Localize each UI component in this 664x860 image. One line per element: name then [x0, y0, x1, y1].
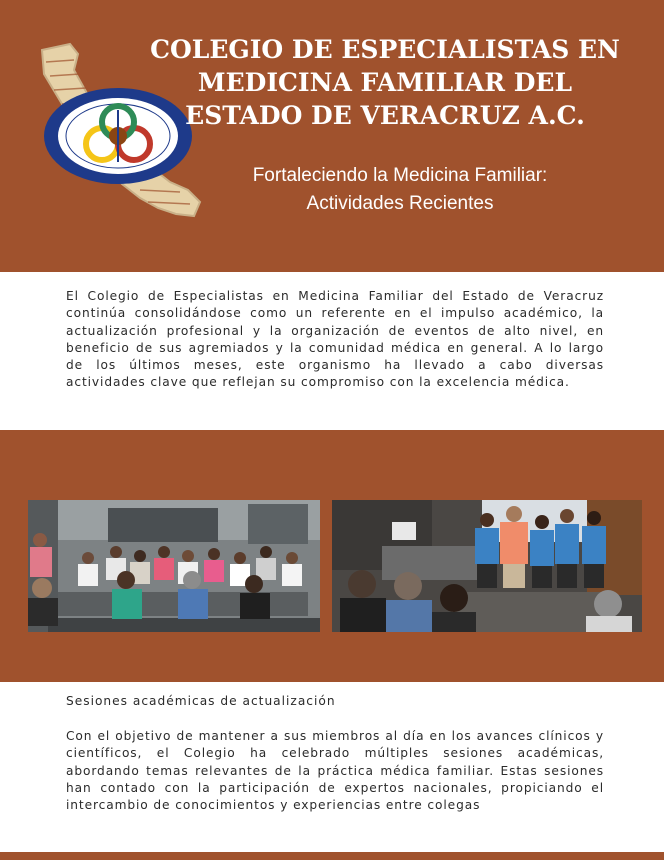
- title-line: MEDICINA FAMILIAR DEL: [197, 68, 573, 97]
- photo-audience-image: [28, 500, 320, 632]
- photo-college-members-group: [332, 500, 642, 632]
- footer-strip: [0, 852, 664, 860]
- photo-academic-session-audience: [28, 500, 320, 632]
- page-subtitle: [220, 162, 580, 218]
- header-banner: [0, 0, 664, 272]
- subtitle-line: Actividades Recientes: [306, 193, 494, 214]
- title-line: ESTADO DE VERACRUZ A.C.: [185, 101, 585, 130]
- title-line: COLEGIO DE ESPECIALISTAS EN: [150, 35, 620, 64]
- intro-section: [0, 272, 664, 430]
- intro-paragraph: El Colegio de Especialistas en Medicina Familiar del Estado de Veracruz continúa consolidándose como un referente en el impulso académico, la actualización profesional y la organización de eventos de alto nivel, en beneficio de sus agremiados y la comunidad médica en general. A lo largo de los últimos meses, este organismo ha llevado a cabo diversas actividades clave que reflejan su compromiso con la excelencia médica.: [66, 289, 604, 390]
- academic-sessions-section: [0, 682, 664, 852]
- subtitle-line: Fortaleciendo la Medicina Familiar:: [252, 165, 548, 186]
- section-heading: Sesiones académicas de actualización: [66, 694, 336, 708]
- photo-group-image: [332, 500, 642, 632]
- page-title: [150, 33, 620, 132]
- section-paragraph: Con el objetivo de mantener a sus miembros al día en los avances clínicos y científicos, el Colegio ha celebrado múltiples sesiones académicas, abordando temas relevantes de la práctica médica familiar. Estas sesiones han contado con la participación de expertos nacionales, propiciando el intercambio de conocimientos y experiencias entre colegas: [66, 729, 604, 813]
